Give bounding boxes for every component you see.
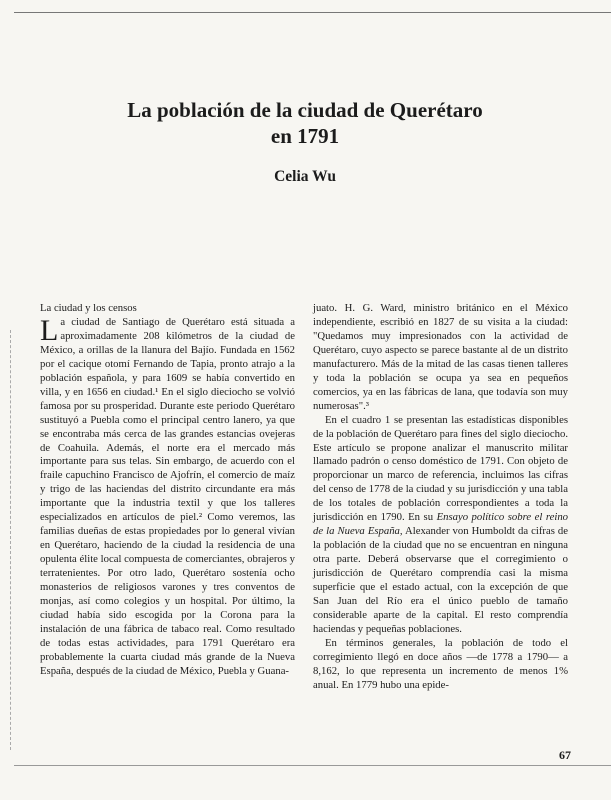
- author-name: Celia Wu: [274, 168, 336, 185]
- paragraph: juato. H. G. Ward, ministro británico en el México independiente, escribió en 1827 de su visita a la ciudad: "Quedamos muy impresionados con la actividad de Querétaro, cuyo aspecto se parece bastante al de un distrito manufacturero. Más de la mitad de las casas tienen talleres y toda la población se ocupa ya sea en pequeños comercios, ya en las fábricas de lana, que todavía son muy numerosas".³: [313, 302, 568, 412]
- title-line-1: La población de la ciudad de Querétaro: [127, 98, 483, 122]
- page-number: 67: [559, 748, 571, 762]
- drop-cap: L: [40, 313, 59, 347]
- paragraph-text: En el cuadro 1 se presentan las estadísticas disponibles de la población de Querétaro para fines del siglo dieciocho. Este artículo se propone analizar el manuscrito militar llamado padrón o censo doméstico de 1791. Con objeto de proporcionar un marco de referencia, incluimos las cifras del censo de 1778 de la ciudad y su jurisdicción y una tabla de los totales de población correspondientes a toda la jurisdicción en 1790. En su: [313, 413, 568, 524]
- right-column: [313, 302, 568, 693]
- left-column: [40, 302, 295, 679]
- bottom-rule: [14, 765, 611, 766]
- book-title: Ensayo político sobre el reino de la Nueva España,: [313, 511, 569, 538]
- title-line-2: en 1791: [270, 124, 340, 148]
- paragraph-text: a ciudad de Santiago de Querétaro está situada a aproximadamente 208 kilómetros de la ciudad de México, a orillas de la llanura del Bajío. Fundada en 1562 por el cacique otomí Fernando de Tapia, pronto atrajo a la población española, y para 1609 se había convertido en villa, y en 1656 en ciudad.¹ En el siglo dieciocho se volvió famosa por su prosperidad. Durante este periodo Querétaro sustituyó a Puebla como el principal centro lanero, ya que se encontraba más cerca de las grandes estancias ovejeras de Coahuila. Además, el norte era el mercado más importante para sus telas. Sin embargo, de acuerdo con el fraile capuchino Francisco de Ajofrín, el comercio de maíz y trigo de las haciendas del distrito circundante era más importante que la industria textil y que los talleres especializados en artículos de piel.² Como veremos, las familias dueñas de estas propiedades por lo general vivían en Querétaro, haciendo de la ciudad la residencia de una opulenta élite local compuesta de comerciantes, obrajeros y terratenientes. Por otro lado, Querétaro sostenía ocho monasterios de religiosos varones y tres conventos de monjas, así como colegios y un hospital. Por último, la ciudad había sido escogida por la Corona para la instalación de una fábrica de tabaco real. Como resultado de todas estas actividades, para 1791 Querétaro era probablemente la cuarta ciudad más grande de la Nueva España, después de la ciudad de México, Puebla y Guana-: [40, 315, 295, 677]
- section-heading: La ciudad y los censos: [40, 302, 137, 314]
- paragraph: [40, 313, 295, 679]
- paragraph: [313, 414, 568, 637]
- top-rule: [14, 12, 611, 13]
- article-title: [90, 97, 520, 149]
- paragraph: En términos generales, la población de todo el corregimiento llegó en doce años —de 1778 a 1790— a 8,162, lo que representa un incremento de menos 1% anual. En 1779 hubo una epide-: [313, 636, 568, 691]
- paragraph-text: Alexander von Humboldt da cifras de la población de la ciudad que no se encuentran en ninguna otra parte. Deberá observarse que el corregimiento o jurisdicción de Querétaro comprendía casi la misma superficie que el estado actual, con la excepción de que San Juan del Río era el único pueblo de tamaño considerable aparte de la capital. El resto comprendía haciendas y pequeñas poblaciones.: [313, 525, 568, 635]
- page-edge-marks: [10, 330, 11, 750]
